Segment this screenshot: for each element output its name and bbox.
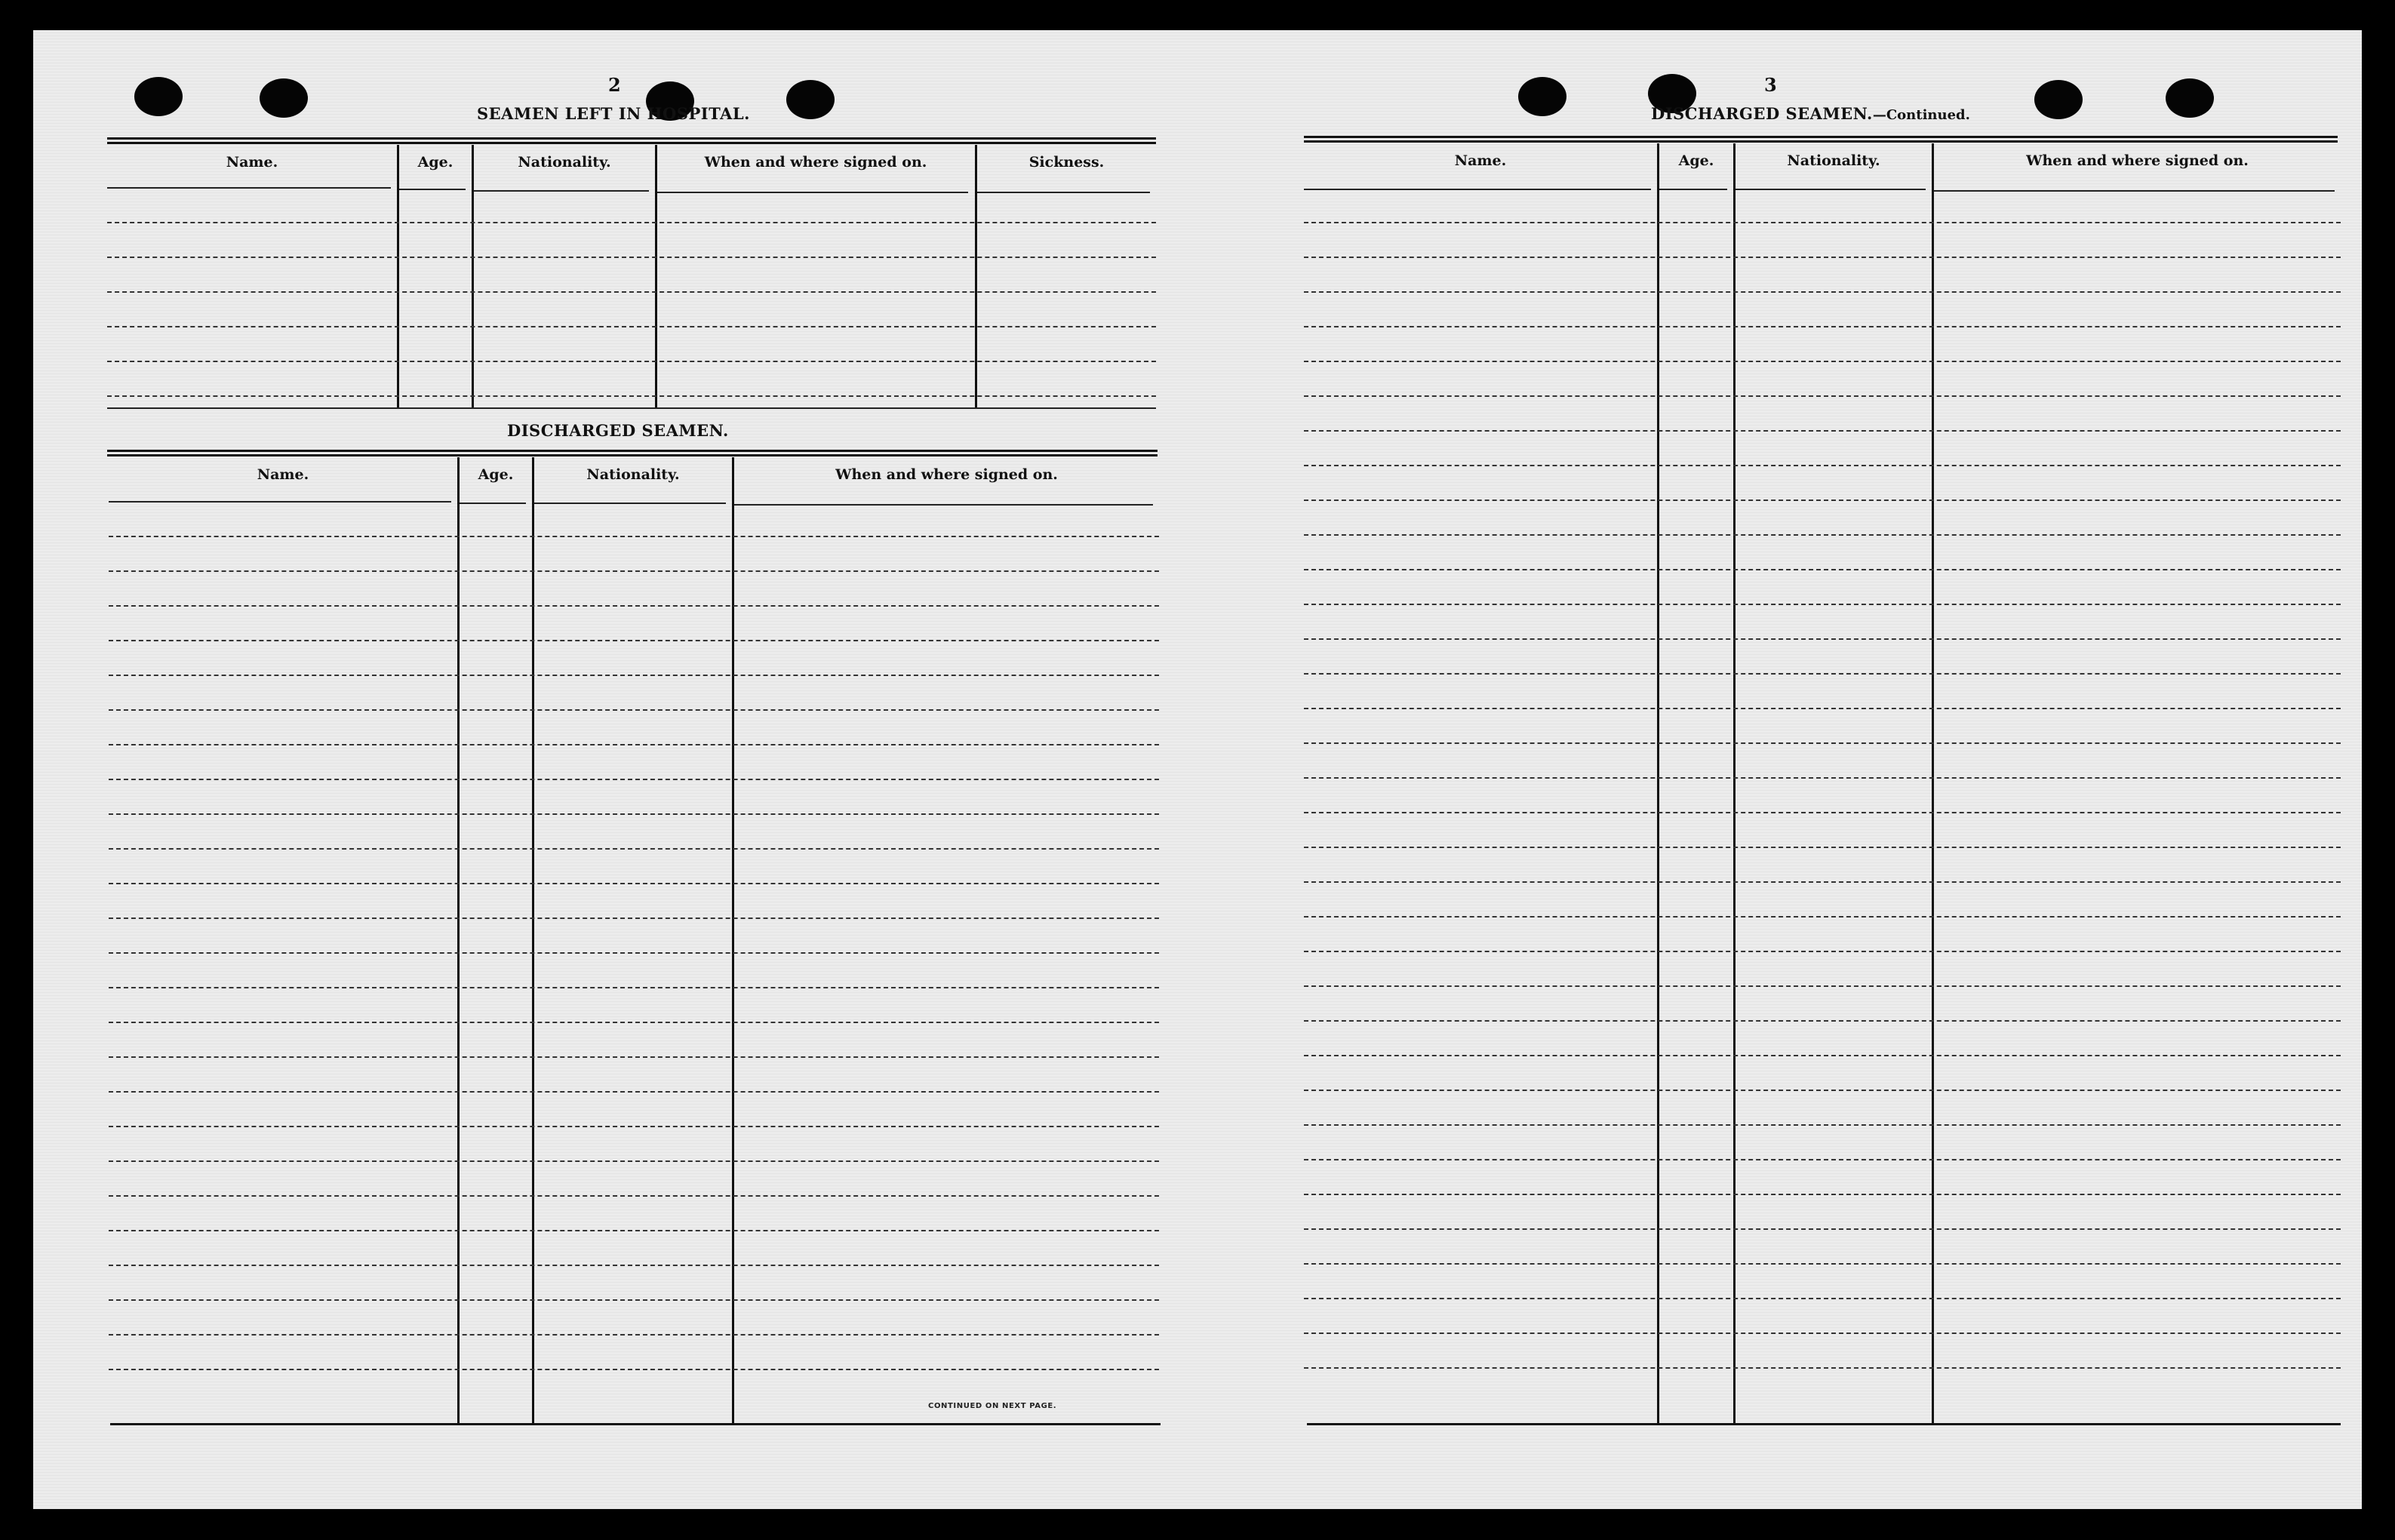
entry-row-line (1304, 1228, 2341, 1230)
entry-row-line (1304, 1298, 2341, 1299)
entry-row-line (1304, 1055, 2341, 1056)
form-sheet (33, 30, 2362, 1509)
entry-row-line (109, 640, 1159, 641)
col-name (107, 145, 397, 407)
entry-row-line (1304, 500, 2341, 501)
entry-row-line (1304, 708, 2341, 709)
entry-row-line (1304, 257, 2341, 258)
header-rule (657, 192, 968, 193)
entry-row-line (109, 605, 1159, 607)
header-rule (399, 189, 466, 190)
col-nationality (1736, 143, 1932, 1423)
entry-row-line (1304, 985, 2341, 987)
col-header-age: Age. (417, 154, 453, 171)
discharged-continued-table (1304, 143, 2341, 1423)
col-when-where (734, 457, 1159, 1425)
col-name (109, 457, 457, 1425)
col-header-when-where: When and where signed on. (704, 154, 927, 171)
entry-row-line (109, 883, 1159, 884)
col-header-name: Name. (226, 154, 278, 171)
header-rule (460, 503, 526, 504)
entry-row-line (1304, 430, 2341, 432)
col-sickness (977, 145, 1156, 407)
header-rule (1736, 189, 1926, 190)
entry-row-line (109, 1230, 1159, 1231)
table-bottom-rule (1307, 1423, 2341, 1425)
entry-row-line (1304, 222, 2341, 223)
entry-row-line (1304, 1263, 2341, 1265)
entry-row-line (1304, 1020, 2341, 1022)
entry-row-line (107, 257, 1156, 258)
entry-row-line (1304, 1333, 2341, 1334)
col-header-sickness: Sickness. (1028, 154, 1105, 171)
entry-row-line (109, 848, 1159, 850)
section-title-text: DISCHARGED SEAMEN. (1651, 104, 1873, 123)
entry-row-line (1304, 534, 2341, 536)
entry-row-line (109, 1160, 1159, 1162)
entry-row-line (109, 779, 1159, 780)
entry-row-line (109, 813, 1159, 815)
entry-row-line (1304, 638, 2341, 640)
page-number: 2 (608, 74, 621, 96)
entry-row-line (1304, 1159, 2341, 1160)
entry-row-line (1304, 847, 2341, 848)
entry-row-line (109, 1334, 1159, 1336)
section-title-hospital: SEAMEN LEFT IN HOSPITAL. (477, 104, 750, 123)
entry-row-line (109, 536, 1159, 537)
entry-row-line (109, 1126, 1159, 1127)
entry-row-line (109, 1056, 1159, 1058)
entry-row-line (107, 361, 1156, 362)
entry-row-line (1304, 951, 2341, 952)
entry-row-line (109, 1265, 1159, 1266)
entry-row-line (1304, 742, 2341, 744)
entry-row-line (1304, 777, 2341, 779)
entry-row-line (107, 291, 1156, 293)
hospital-table (107, 145, 1156, 407)
entry-row-line (109, 709, 1159, 711)
entry-row-line (109, 987, 1159, 988)
entry-row-line (109, 1022, 1159, 1023)
col-age (460, 457, 532, 1425)
col-header-when-where: When and where signed on. (835, 466, 1058, 483)
col-header-name: Name. (1454, 152, 1507, 169)
col-name (1304, 143, 1657, 1423)
header-rule (534, 503, 726, 504)
entry-row-line (1304, 395, 2341, 397)
col-age (1659, 143, 1733, 1423)
col-nationality (474, 145, 655, 407)
col-header-name: Name. (257, 466, 309, 483)
entry-row-line (1304, 1090, 2341, 1091)
entry-row-line (107, 395, 1156, 397)
header-rule (977, 192, 1150, 193)
header-rule (1934, 190, 2335, 192)
table-bottom-rule (110, 1423, 1161, 1425)
entry-row-line (1304, 1367, 2341, 1369)
col-when-where (1934, 143, 2341, 1423)
header-rule (109, 501, 451, 503)
entry-row-line (109, 570, 1159, 572)
header-rule (1304, 189, 1651, 190)
entry-row-line (1304, 916, 2341, 918)
entry-row-line (109, 918, 1159, 919)
col-when-where (657, 145, 974, 407)
entry-row-line (109, 1091, 1159, 1093)
entry-row-line (109, 675, 1159, 676)
entry-row-line (1304, 291, 2341, 293)
entry-row-line (1304, 569, 2341, 570)
col-header-nationality: Nationality. (586, 466, 680, 483)
header-rule (107, 187, 391, 189)
entry-row-line (109, 1299, 1159, 1301)
entry-row-line (109, 1195, 1159, 1197)
col-header-when-where: When and where signed on. (2026, 152, 2249, 169)
entry-row-line (1304, 326, 2341, 327)
col-header-age: Age. (1678, 152, 1714, 169)
title-rule (107, 450, 1158, 456)
entry-row-line (109, 744, 1159, 745)
section-title-discharged-continued (1651, 104, 1970, 123)
entry-row-line (1304, 673, 2341, 675)
col-header-nationality: Nationality. (1787, 152, 1880, 169)
entry-row-line (1304, 1194, 2341, 1195)
entry-row-line (1304, 881, 2341, 883)
entry-row-line (1304, 812, 2341, 813)
header-rule (1659, 189, 1727, 190)
discharged-table (109, 457, 1159, 1425)
col-age (399, 145, 472, 407)
title-rule (1304, 136, 2338, 143)
entry-row-line (1304, 465, 2341, 466)
header-rule (474, 190, 649, 192)
entry-row-line (107, 326, 1156, 327)
continued-note: CONTINUED ON NEXT PAGE. (928, 1402, 1057, 1410)
right-page (1210, 30, 2362, 1509)
col-nationality (534, 457, 732, 1425)
left-page (33, 30, 1165, 1509)
section-title-suffix: —Continued. (1872, 107, 1970, 123)
header-rule (734, 504, 1153, 506)
entry-row-line (109, 952, 1159, 954)
entry-row-line (1304, 604, 2341, 605)
section-title-discharged: DISCHARGED SEAMEN. (507, 421, 729, 440)
col-header-nationality: Nationality. (518, 154, 611, 171)
page-number: 3 (1764, 74, 1777, 96)
entry-row-line (109, 1369, 1159, 1370)
entry-row-line (1304, 1124, 2341, 1126)
entry-row-line (107, 222, 1156, 223)
col-header-age: Age. (478, 466, 514, 483)
title-rule (107, 137, 1156, 144)
entry-row-line (1304, 361, 2341, 362)
section-rule (107, 407, 1156, 409)
